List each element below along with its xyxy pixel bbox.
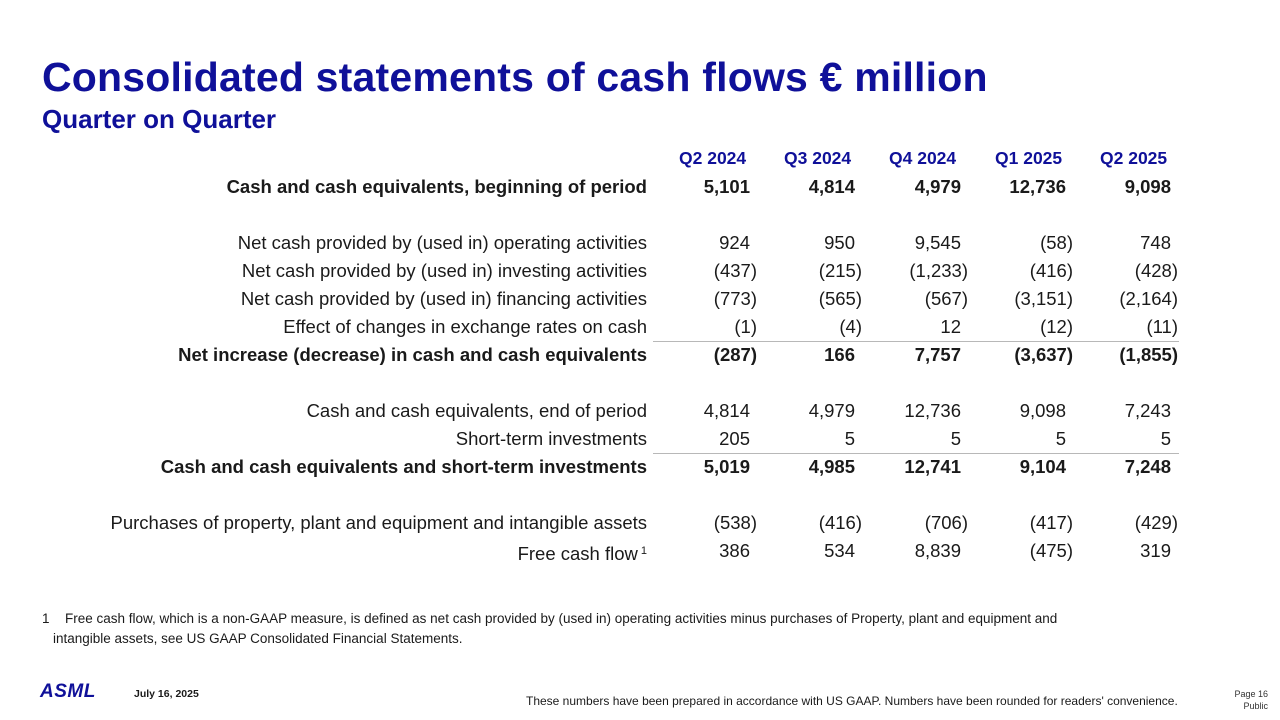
cell-q3-2024: 4,979 (808, 400, 855, 421)
cell-q3-2024: (215) (818, 260, 862, 281)
cell-q2-2024: (287) (713, 344, 757, 365)
table-row-free-cash-flow (0, 537, 1280, 565)
cell-q1-2025: (417) (1029, 512, 1073, 533)
cell-q2-2025: (2,164) (1119, 288, 1178, 309)
cell-q2-2025: 9,098 (1124, 176, 1171, 197)
footnote-text: Free cash flow, which is a non-GAAP measure, is defined as net cash provided by (used in) operating activities minus purchases of Property, plant and equipment and (65, 611, 1058, 626)
cell-q1-2025: (58) (1040, 232, 1073, 253)
cell-q2-2025: (1,855) (1119, 344, 1178, 365)
asml-logo: ASML (40, 681, 96, 702)
column-header-q3-2024: Q3 2024 (784, 148, 852, 168)
classification-label: Public (1243, 701, 1268, 711)
table-row-short-term-investments (0, 425, 1280, 453)
page-number: Page 16 (1234, 689, 1268, 699)
cell-q1-2025: 12,736 (1009, 176, 1066, 197)
column-header-q2-2024: Q2 2024 (679, 148, 747, 168)
cell-q4-2024: 7,757 (914, 344, 961, 365)
footer-date: July 16, 2025 (134, 688, 199, 700)
cell-q1-2025: 5 (1055, 428, 1066, 449)
cell-q4-2024: (706) (924, 512, 968, 533)
cell-q4-2024: (1,233) (909, 260, 968, 281)
table-row-investing (0, 257, 1280, 285)
cell-q2-2024: (1) (734, 316, 757, 337)
row-label: Net cash provided by (used in) investing activities (241, 260, 647, 281)
row-label: Cash and cash equivalents and short-term investments (160, 456, 647, 477)
cell-q3-2024: 4,985 (808, 456, 855, 477)
cell-q2-2024: 386 (719, 540, 750, 561)
cell-q2-2024: (437) (713, 260, 757, 281)
cell-q2-2024: (773) (713, 288, 757, 309)
column-header-q2-2025: Q2 2025 (1100, 148, 1168, 168)
cell-q2-2024: 5,019 (703, 456, 750, 477)
cell-q4-2024: 9,545 (914, 232, 961, 253)
cell-q2-2024: 5,101 (703, 176, 750, 197)
row-label: Short-term investments (455, 428, 647, 449)
cell-q3-2024: 4,814 (808, 176, 855, 197)
cell-q4-2024: 12,741 (904, 456, 961, 477)
cell-q3-2024: (565) (818, 288, 862, 309)
table-row-financing (0, 285, 1280, 313)
cell-q3-2024: 534 (824, 540, 855, 561)
cell-q3-2024: 950 (824, 232, 855, 253)
cell-q2-2025: 7,243 (1124, 400, 1171, 421)
cell-q4-2024: 4,979 (914, 176, 961, 197)
footnote (42, 609, 1152, 649)
cell-q2-2024: (538) (713, 512, 757, 533)
row-label: Cash and cash equivalents, beginning of period (226, 176, 647, 197)
cell-q4-2024: 12 (940, 316, 961, 337)
table-row-capex (0, 509, 1280, 537)
table-row-cash-end (0, 397, 1280, 425)
cell-q1-2025: (475) (1029, 540, 1073, 561)
free-cash-flow-label: Free cash flow (517, 543, 638, 564)
cell-q3-2024: 166 (824, 344, 855, 365)
cell-q2-2025: 319 (1140, 540, 1171, 561)
column-header-q1-2025: Q1 2025 (995, 148, 1063, 168)
page-info (1234, 688, 1268, 712)
cell-q4-2024: 8,839 (914, 540, 961, 561)
footnote-ref: 1 (640, 545, 647, 557)
cell-q1-2025: 9,098 (1019, 400, 1066, 421)
page-title: Consolidated statements of cash flows € million (42, 54, 988, 100)
row-label: Cash and cash equivalents, end of period (306, 400, 647, 421)
cell-q4-2024: 5 (950, 428, 961, 449)
cell-q4-2024: (567) (924, 288, 968, 309)
cell-q2-2025: 748 (1140, 232, 1171, 253)
cell-q3-2024: (416) (818, 512, 862, 533)
cell-q3-2024: 5 (844, 428, 855, 449)
row-label (518, 537, 647, 568)
cell-q2-2025: (429) (1134, 512, 1178, 533)
cell-q3-2024: (4) (839, 316, 862, 337)
cell-q2-2024: 205 (719, 428, 750, 449)
cell-q4-2024: 12,736 (904, 400, 961, 421)
table-row-cash-beginning (0, 173, 1280, 201)
footnote-line-1 (42, 609, 1152, 629)
cell-q2-2024: 924 (719, 232, 750, 253)
row-label: Net cash provided by (used in) operating activities (237, 232, 647, 253)
column-header-q4-2024: Q4 2024 (889, 148, 957, 168)
cell-q2-2025: (11) (1146, 316, 1178, 337)
cell-q1-2025: (416) (1029, 260, 1073, 281)
cell-q1-2025: (3,151) (1014, 288, 1073, 309)
footnote-line-2: intangible assets, see US GAAP Consolidated Financial Statements. (53, 631, 463, 646)
row-label: Net cash provided by (used in) financing activities (240, 288, 647, 309)
row-label: Purchases of property, plant and equipment and intangible assets (110, 512, 647, 533)
cell-q2-2025: 5 (1160, 428, 1171, 449)
cell-q1-2025: (3,637) (1014, 344, 1073, 365)
cell-q2-2025: 7,248 (1124, 456, 1171, 477)
row-label: Effect of changes in exchange rates on cash (283, 316, 647, 337)
cell-q2-2024: 4,814 (703, 400, 750, 421)
cell-q2-2025: (428) (1134, 260, 1178, 281)
cell-q1-2025: (12) (1040, 316, 1073, 337)
footnote-number: 1 (42, 611, 50, 626)
table-row-net-change (0, 341, 1280, 369)
row-label: Net increase (decrease) in cash and cash equivalents (178, 344, 647, 365)
table-row-exchange-rates (0, 313, 1280, 341)
footer-disclaimer: These numbers have been prepared in accordance with US GAAP. Numbers have been rounded for readers' convenience. (526, 694, 1178, 708)
page-subtitle: Quarter on Quarter (42, 104, 277, 134)
table-row-cash-and-investments (0, 453, 1280, 481)
cell-q1-2025: 9,104 (1019, 456, 1066, 477)
table-row-operating (0, 229, 1280, 257)
